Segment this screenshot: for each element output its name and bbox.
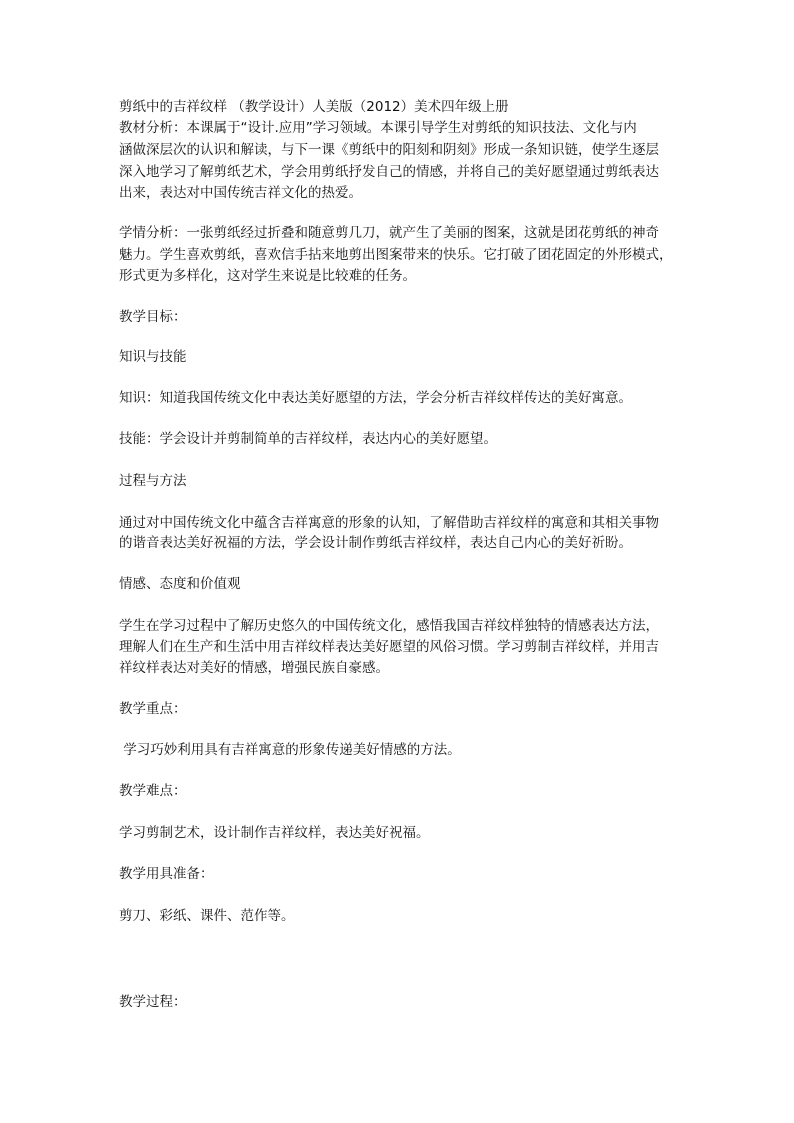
process-methods-heading: 过程与方法 xyxy=(119,473,187,489)
difficulties-text: 学习剪制艺术，设计制作吉祥纹样，表达美好祝福。 xyxy=(119,825,430,841)
emotion-line: 祥纹样表达对美好的情感，增强民族自豪感。 xyxy=(119,660,389,676)
process-heading: 教学过程： xyxy=(119,994,187,1010)
knowledge-text: 知识：知道我国传统文化中表达美好愿望的方法，学会分析吉祥纹样传达的美好寓意。 xyxy=(119,390,632,406)
material-analysis-line: 教材分析：本课属于“设计.应用”学习领域。本课引导学生对剪纸的知识技法、文化与内 xyxy=(119,120,637,136)
tools-text: 剪刀、彩纸、课件、范作等。 xyxy=(119,908,295,924)
learner-analysis-line: 形式更为多样化，这对学生来说是比较难的任务。 xyxy=(119,268,416,284)
document-title: 剪纸中的吉祥纹样 （教学设计）人美版（2012）美术四年级上册 xyxy=(119,99,509,115)
skills-text: 技能：学会设计并剪制简单的吉祥纹样，表达内心的美好愿望。 xyxy=(119,431,497,447)
tools-heading: 教学用具准备： xyxy=(119,866,214,882)
emotion-line: 学生在学习过程中了解历史悠久的中国传统文化，感悟我国吉祥纹样独特的情感表达方法， xyxy=(119,618,659,634)
learner-analysis-line: 学情分析：一张剪纸经过折叠和随意剪几刀，就产生了美丽的图案，这就是团花剪纸的神奇 xyxy=(119,225,659,241)
key-points-text: 学习巧妙利用具有吉祥寓意的形象传递美好情感的方法。 xyxy=(119,742,461,758)
process-methods-line: 通过对中国传统文化中蕴含吉祥寓意的形象的认知，了解借助吉祥纹样的寓意和其相关事物 xyxy=(119,515,659,531)
material-analysis-line: 深入地学习了解剪纸艺术，学会用剪纸抒发自己的情感，并将自己的美好愿望通过剪纸表达 xyxy=(119,164,659,180)
emotion-heading: 情感、态度和价值观 xyxy=(119,576,241,592)
learner-analysis-line: 魅力。学生喜欢剪纸，喜欢信手拈来地剪出图案带来的快乐。它打破了团花固定的外形模式， xyxy=(119,247,673,263)
emotion-line: 理解人们在生产和生活中用吉祥纹样表达美好愿望的风俗习惯。学习剪制吉祥纹样，并用吉 xyxy=(119,639,659,655)
process-methods-line: 的谐音表达美好祝福的方法，学会设计制作剪纸吉祥纹样，表达自己内心的美好祈盼。 xyxy=(119,535,632,551)
key-points-heading: 教学重点： xyxy=(119,701,187,717)
material-analysis-line: 涵做深层次的认识和解读，与下一课《剪纸中的阳刻和阴刻》形成一条知识链，使学生逐层 xyxy=(119,142,659,158)
knowledge-skills-heading: 知识与技能 xyxy=(119,349,187,365)
goals-heading: 教学目标： xyxy=(119,309,187,325)
difficulties-heading: 教学难点： xyxy=(119,783,187,799)
material-analysis-line: 出来，表达对中国传统吉祥文化的热爱。 xyxy=(119,185,362,201)
